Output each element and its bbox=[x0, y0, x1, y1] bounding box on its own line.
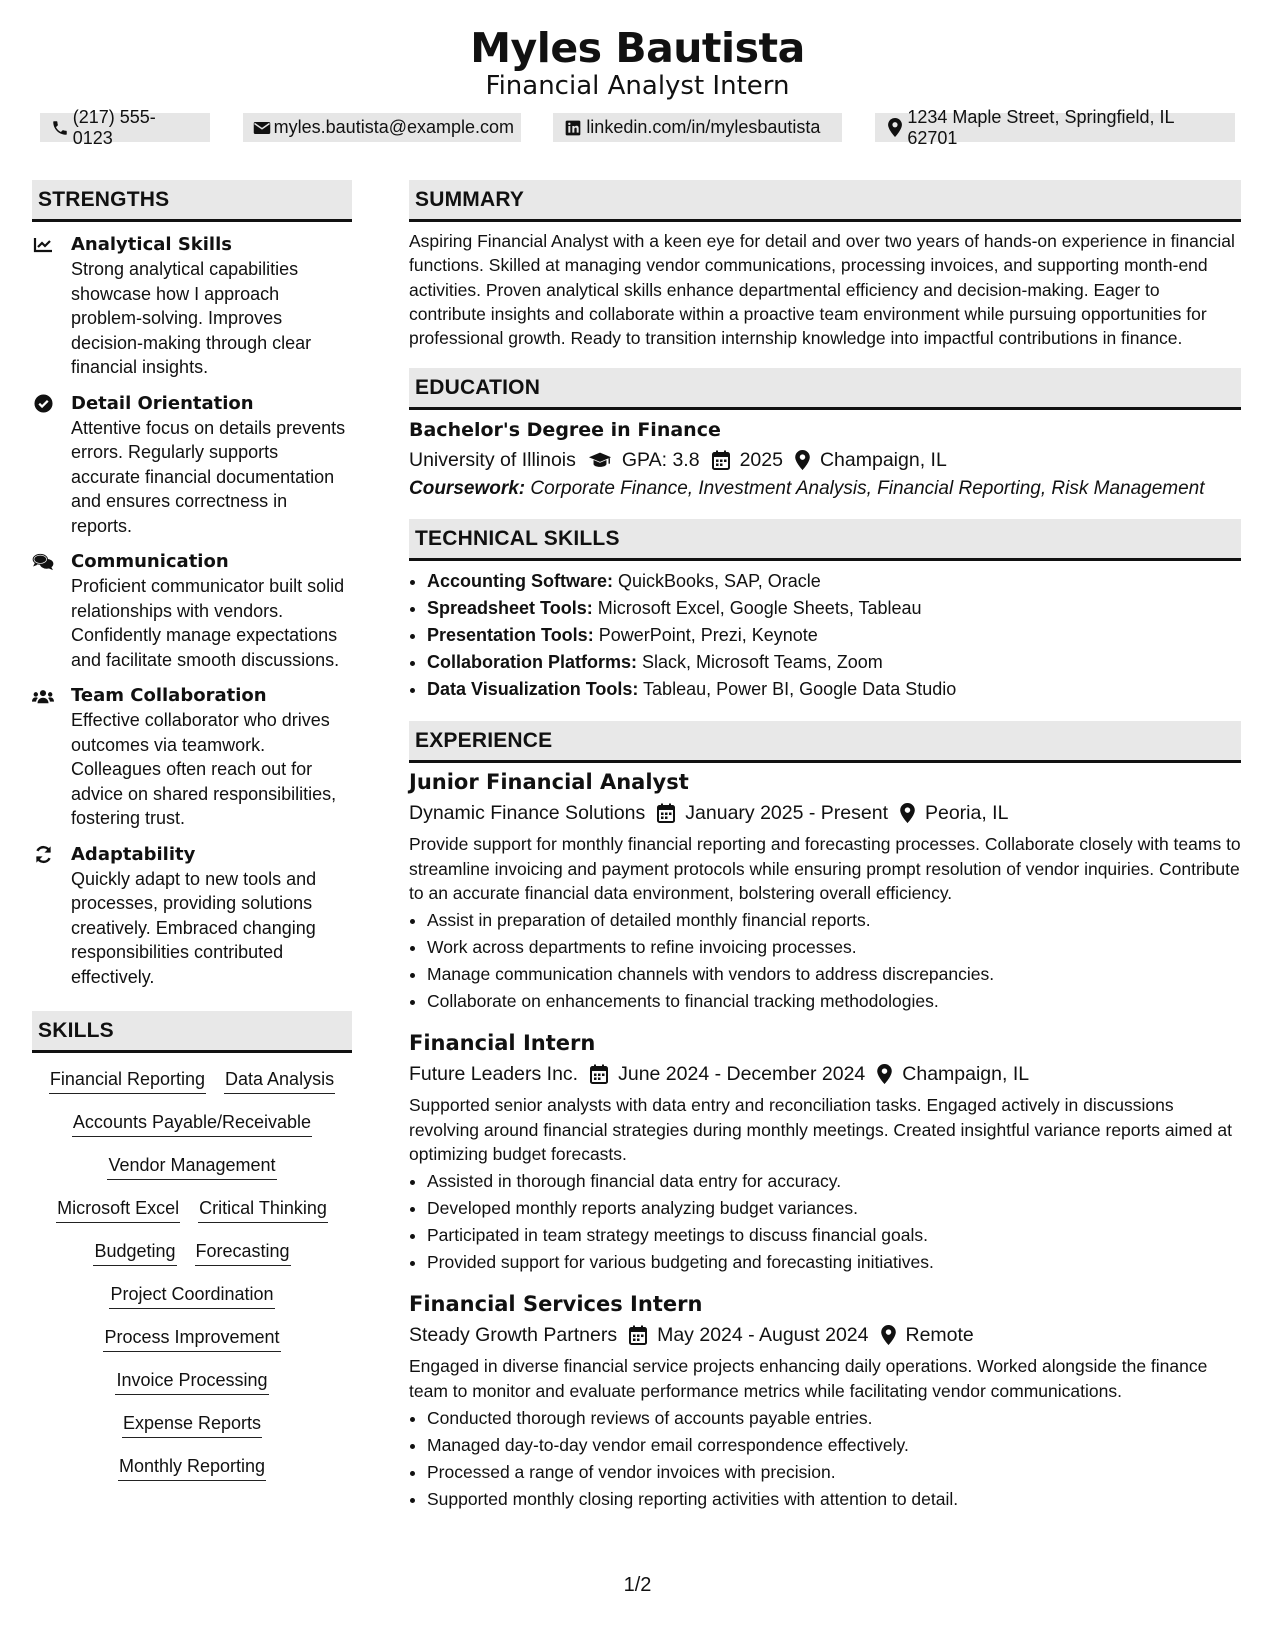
tech-value: Microsoft Excel, Google Sheets, Tableau bbox=[592, 598, 922, 619]
education-section bbox=[409, 368, 1241, 501]
strength-name: Team Collaboration bbox=[71, 685, 267, 706]
list-item: • Managed day-to-day vendor email correspondence effectively. bbox=[427, 1432, 1241, 1459]
job-meta bbox=[409, 1320, 1241, 1350]
skill-row bbox=[32, 1368, 352, 1395]
list-item bbox=[427, 622, 1241, 649]
skill-tag: Data Analysis bbox=[224, 1067, 335, 1094]
strength-desc: Strong analytical capabilities showcase how I approach problem-solving. Improves decision-making through clear financial insights. bbox=[71, 259, 312, 377]
tech-label: Data Visualization Tools: bbox=[427, 679, 639, 700]
strength-item bbox=[32, 233, 352, 380]
graduation-year: 2025 bbox=[739, 449, 783, 472]
strengths-heading: STRENGTHS bbox=[32, 180, 352, 222]
skills-heading: SKILLS bbox=[32, 1011, 352, 1053]
chart-line-icon bbox=[32, 235, 54, 255]
company-name: Steady Growth Partners bbox=[409, 1324, 618, 1347]
map-marker-icon bbox=[900, 803, 915, 823]
job-entry bbox=[409, 1290, 1241, 1513]
map-marker-icon bbox=[885, 118, 904, 138]
map-marker-icon bbox=[881, 1325, 896, 1345]
skill-row bbox=[32, 1325, 352, 1352]
job-description: Supported senior analysts with data entry and reconciliation tasks. Engaged actively in discussions revolving around financial strategies during monthly meetings. Created insightful variance reports aimed at optimizing budget forecasts. bbox=[409, 1095, 1232, 1164]
comments-icon bbox=[32, 552, 54, 572]
tech-value: Tableau, Power BI, Google Data Studio bbox=[638, 679, 957, 700]
strength-item bbox=[32, 392, 352, 539]
strength-item bbox=[32, 550, 352, 672]
contact-address bbox=[875, 106, 1235, 148]
job-bullets bbox=[409, 1405, 1241, 1513]
tech-label: Accounting Software: bbox=[427, 571, 614, 592]
skills-list bbox=[32, 1067, 352, 1481]
education-heading: EDUCATION bbox=[409, 368, 1241, 410]
job-location: Remote bbox=[905, 1324, 974, 1347]
tech-label: Presentation Tools: bbox=[427, 625, 594, 646]
linkedin-text: linkedin.com/in/mylesbautista bbox=[586, 117, 821, 137]
page-number: 1/2 bbox=[623, 1574, 652, 1596]
skill-row bbox=[32, 1196, 352, 1223]
job-title: Financial Intern bbox=[409, 1031, 596, 1056]
skill-tag: Invoice Processing bbox=[115, 1368, 268, 1395]
sync-icon bbox=[32, 845, 54, 865]
skill-tag: Budgeting bbox=[93, 1239, 176, 1266]
strength-desc: Effective collaborator who drives outcomes via teamwork. Colleagues often reach out for advice on shared responsibilities, fostering trust. bbox=[71, 710, 337, 828]
skill-row bbox=[32, 1411, 352, 1438]
coursework-list: Corporate Finance, Investment Analysis, Financial Reporting, Risk Management bbox=[525, 478, 1205, 500]
strength-name: Detail Orientation bbox=[71, 392, 254, 414]
strength-name: Adaptability bbox=[71, 843, 196, 865]
list-item: • Processed a range of vendor invoices with precision. bbox=[427, 1459, 1241, 1486]
skill-tag: Financial Reporting bbox=[49, 1067, 206, 1094]
list-item: • Provided support for various budgeting and forecasting initiatives. bbox=[427, 1249, 1241, 1276]
calendar-icon bbox=[657, 803, 675, 823]
technical-skills-section bbox=[409, 519, 1241, 703]
contact-email[interactable] bbox=[243, 113, 521, 142]
right-column bbox=[409, 180, 1241, 1513]
skill-row bbox=[32, 1282, 352, 1309]
skill-tag: Process Improvement bbox=[103, 1325, 280, 1352]
skill-tag: Expense Reports bbox=[122, 1411, 262, 1438]
job-dates: June 2024 - December 2024 bbox=[618, 1063, 866, 1086]
job-dates: January 2025 - Present bbox=[685, 802, 888, 825]
list-item bbox=[427, 595, 1241, 622]
email-text: myles.bautista@example.com bbox=[273, 117, 515, 137]
tech-label: Spreadsheet Tools: bbox=[427, 598, 593, 619]
list-item bbox=[427, 676, 1241, 703]
contact-bar bbox=[40, 106, 1235, 148]
skill-tag: Accounts Payable/Receivable bbox=[72, 1110, 312, 1137]
skill-row bbox=[32, 1067, 352, 1094]
list-item: • Collaborate on enhancements to financial tracking methodologies. bbox=[427, 988, 1241, 1015]
skill-tag: Project Coordination bbox=[109, 1282, 274, 1309]
tech-value: PowerPoint, Prezi, Keynote bbox=[593, 625, 818, 646]
skill-tag: Monthly Reporting bbox=[118, 1454, 266, 1481]
calendar-icon bbox=[712, 450, 730, 470]
coursework-label: Coursework: bbox=[409, 478, 526, 500]
candidate-name: Myles Bautista bbox=[470, 24, 805, 72]
skill-row bbox=[32, 1153, 352, 1180]
tech-value: Slack, Microsoft Teams, Zoom bbox=[637, 652, 883, 673]
job-title: Junior Financial Analyst bbox=[409, 770, 689, 795]
resume-header bbox=[0, 22, 1275, 102]
job-description: Provide support for monthly financial reporting and forecasting processes. Collaborate closely with teams to streamline invoicing and payment protocols while ensuring prompt resolution of vendor inquiries. Contribute to an accurate financial data environment, bolstering overall efficiency. bbox=[409, 834, 1241, 904]
users-icon bbox=[32, 686, 54, 706]
list-item: • Assist in preparation of detailed monthly financial reports. bbox=[427, 907, 1241, 934]
list-item bbox=[427, 568, 1241, 595]
candidate-title: Financial Analyst Intern bbox=[485, 71, 790, 101]
list-item: • Supported monthly closing reporting activities with attention to detail. bbox=[427, 1486, 1241, 1513]
job-meta bbox=[409, 798, 1241, 828]
summary-heading: SUMMARY bbox=[409, 180, 1241, 222]
coursework bbox=[409, 477, 1241, 501]
job-description: Engaged in diverse financial service projects enhancing daily operations. Worked alongside the finance team to monitor and evaluate performance metrics while facilitating vendor communications. bbox=[409, 1356, 1208, 1401]
school-name: University of Illinois bbox=[409, 449, 576, 472]
map-marker-icon bbox=[795, 450, 810, 470]
company-name: Future Leaders Inc. bbox=[409, 1063, 579, 1086]
list-item: • Participated in team strategy meetings to discuss financial goals. bbox=[427, 1222, 1241, 1249]
list-item: • Developed monthly reports analyzing budget variances. bbox=[427, 1195, 1241, 1222]
strength-desc: Attentive focus on details prevents errors. Regularly supports accurate financial documentation and ensures correctness in reports. bbox=[71, 417, 346, 536]
calendar-icon bbox=[590, 1064, 608, 1084]
education-meta bbox=[409, 445, 1241, 475]
check-circle-icon bbox=[32, 394, 54, 414]
technical-skills-heading: TECHNICAL SKILLS bbox=[409, 519, 1241, 561]
skill-row bbox=[32, 1239, 352, 1266]
phone-icon bbox=[50, 118, 70, 138]
job-entry bbox=[409, 1029, 1241, 1276]
skill-tag: Forecasting bbox=[195, 1239, 291, 1266]
list-item: • Assisted in thorough financial data entry for accuracy. bbox=[427, 1168, 1241, 1195]
gpa-text: GPA: 3.8 bbox=[621, 449, 700, 472]
graduation-cap-icon bbox=[588, 451, 612, 469]
strength-name: Analytical Skills bbox=[71, 234, 232, 255]
experience-section bbox=[409, 721, 1241, 1512]
job-meta bbox=[409, 1059, 1241, 1089]
strength-desc: Proficient communicator built solid relationships with vendors. Confidently manage expectations and facilitate smooth discussions. bbox=[71, 576, 345, 670]
job-location: Champaign, IL bbox=[902, 1063, 1030, 1086]
map-marker-icon bbox=[877, 1064, 892, 1084]
address-text: 1234 Maple Street, Springfield, IL 62701 bbox=[907, 106, 1174, 148]
job-bullets bbox=[409, 1168, 1241, 1276]
job-entry bbox=[409, 768, 1241, 1015]
list-item: • Conducted thorough reviews of accounts payable entries. bbox=[427, 1405, 1241, 1432]
strength-name: Communication bbox=[71, 551, 229, 572]
calendar-icon bbox=[629, 1325, 647, 1345]
list-item: • Manage communication channels with vendors to address discrepancies. bbox=[427, 961, 1241, 988]
job-dates: May 2024 - August 2024 bbox=[657, 1324, 869, 1347]
strength-item bbox=[32, 843, 352, 990]
company-name: Dynamic Finance Solutions bbox=[409, 802, 646, 825]
list-item bbox=[427, 649, 1241, 676]
skill-row bbox=[32, 1110, 352, 1137]
list-item: • Work across departments to refine invoicing processes. bbox=[427, 934, 1241, 961]
skill-row bbox=[32, 1454, 352, 1481]
skill-tag: Microsoft Excel bbox=[56, 1196, 180, 1223]
strength-item bbox=[32, 684, 352, 831]
technical-skills-list bbox=[409, 568, 1241, 703]
left-column bbox=[32, 180, 352, 1497]
skill-tag: Vendor Management bbox=[107, 1153, 276, 1180]
tech-value: QuickBooks, SAP, Oracle bbox=[613, 571, 821, 592]
contact-phone bbox=[40, 106, 210, 148]
strength-desc: Quickly adapt to new tools and processes, providing solutions creatively. Embraced changing responsibilities contributed effectively. bbox=[71, 868, 317, 987]
summary-text: Aspiring Financial Analyst with a keen eye for detail and over two years of hands-on experience in financial functions. Skilled at managing vendor communications, processing invoices, and supporting month-end activities. Proven analytical skills enhance departmental efficiency and decision-making. Eager to contribute insights and collaborate within a proactive team environment while pursuing opportunities for professional growth. Ready to transition internship knowledge into impactful contributions in finance. bbox=[409, 231, 1235, 349]
tech-label: Collaboration Platforms: bbox=[427, 652, 638, 673]
job-title: Financial Services Intern bbox=[409, 1292, 703, 1317]
job-location: Peoria, IL bbox=[924, 802, 1009, 825]
phone-text: (217) 555-0123 bbox=[72, 106, 156, 148]
skill-tag: Critical Thinking bbox=[198, 1196, 328, 1223]
envelope-icon bbox=[253, 118, 271, 138]
education-location: Champaign, IL bbox=[819, 449, 947, 472]
degree-title: Bachelor's Degree in Finance bbox=[409, 419, 721, 442]
linkedin-icon bbox=[563, 118, 583, 138]
job-bullets bbox=[409, 907, 1241, 1015]
experience-heading: EXPERIENCE bbox=[409, 721, 1241, 763]
contact-linkedin[interactable] bbox=[553, 113, 842, 142]
